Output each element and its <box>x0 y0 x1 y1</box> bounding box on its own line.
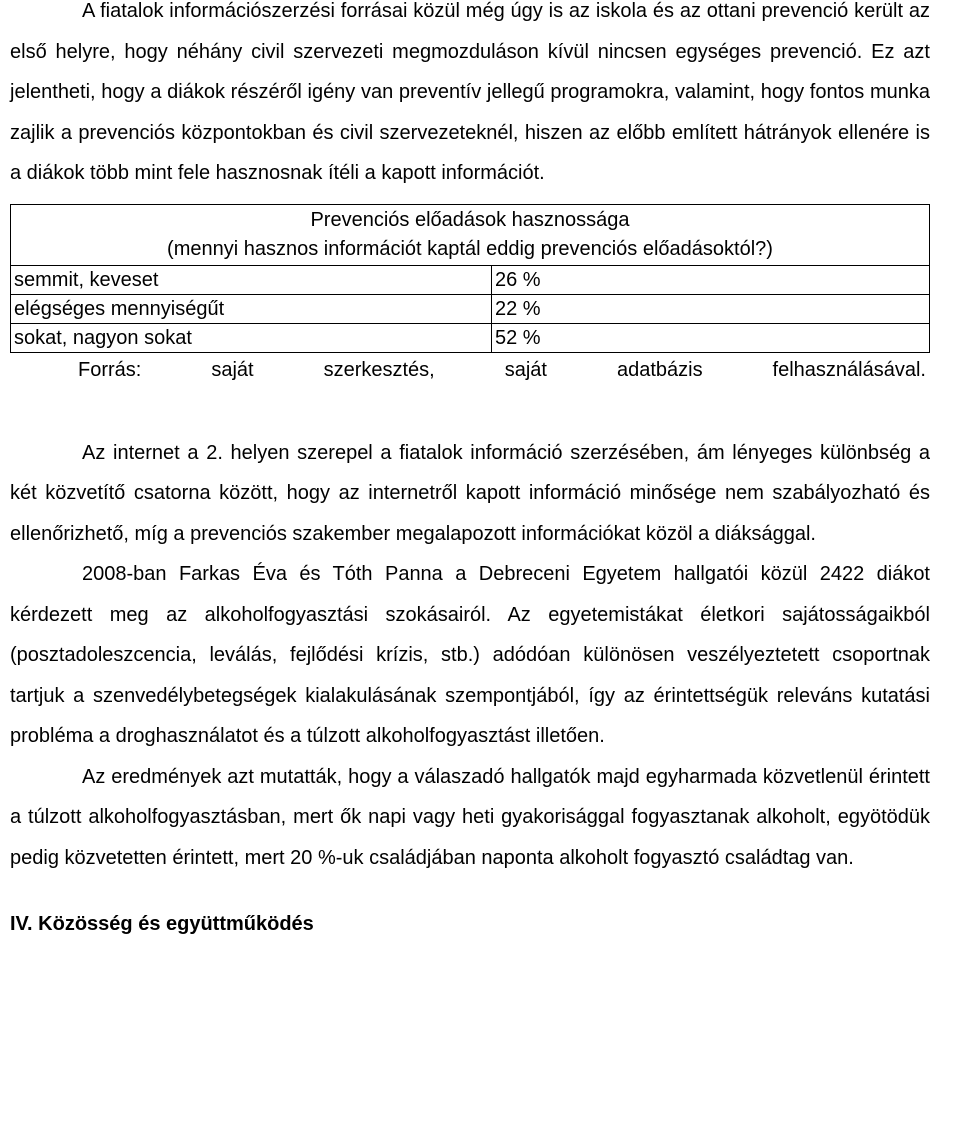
table-cell-label: sokat, nagyon sokat <box>11 323 492 352</box>
table-title-cell <box>11 204 930 265</box>
prevention-usefulness-table-wrap <box>10 204 930 387</box>
table-row <box>11 323 930 352</box>
table-row <box>11 265 930 294</box>
section-heading: IV. Közösség és együttműködés <box>10 913 314 935</box>
paragraph-internet: Az internet a 2. helyen szerepel a fiatalok információ szerzésében, ám lényeges különbség a két közvetítő csatorna között, hogy az internetről kapott információ minősége nem szabályozható és ellenőrizhető, míg a prevenciós szakember megalapozott információkat közöl a diáksággal. <box>10 441 930 545</box>
table-cell-label: elégséges mennyiségűt <box>11 294 492 323</box>
paragraph-information-sources: A fiatalok információszerzési forrásai közül még úgy is az iskola és az ottani prevenció került az első helyre, hogy néhány civil szervezeti megmozduláson kívül nincsen egységes prevenció. Ez azt jelentheti, hogy a diákok részéről igény van preventív jellegű programokra, valamint, hogy fontos munka zajlik a prevenciós központokban és civil szervezeteknél, hiszen az előbb említett hátrányok ellenére is a diákok több mint fele hasznosnak ítéli a kapott információt. <box>10 0 930 184</box>
table-title: Prevenciós előadások hasznossága <box>310 208 630 231</box>
prevention-usefulness-table <box>10 204 930 353</box>
table-cell-value: 22 % <box>492 294 930 323</box>
table-cell-value: 52 % <box>492 323 930 352</box>
document-page <box>10 0 930 944</box>
table-row <box>11 294 930 323</box>
paragraph-results: Az eredmények azt mutatták, hogy a válaszadó hallgatók majd egyharmada közvetlenül érintett a túlzott alkoholfogyasztásban, mert ők napi vagy heti gyakorisággal fogyasztanak alkoholt, egyötödük pedig közvetetten érintett, mert 20 %-uk családjában naponta alkoholt fogyasztó családtag van. <box>10 765 930 869</box>
table-source-note: Forrás: saját szerkesztés, saját adatbázis felhasználásával. <box>78 358 926 381</box>
table-subtitle: (mennyi hasznos információt kaptál eddig prevenciós előadásoktól?) <box>167 237 773 260</box>
paragraph-debrecen-study: 2008-ban Farkas Éva és Tóth Panna a Debreceni Egyetem hallgatói közül 2422 diákot kérdezett meg az alkoholfogyasztási szokásairól. Az egyetemistákat életkori sajátosságaikból (posztadoleszcencia, leválás, fejlődési krízis, stb.) adódóan különösen veszélyeztetett csoportnak tartjuk a szenvedélybetegségek kialakulásának szempontjából, így az érintettségük releváns kutatási probléma a droghasználatot és a túlzott alkoholfogyasztást illetően. <box>10 563 930 747</box>
table-cell-label: semmit, keveset <box>11 265 492 294</box>
table-title-row <box>11 204 930 265</box>
table-cell-value: 26 % <box>492 265 930 294</box>
